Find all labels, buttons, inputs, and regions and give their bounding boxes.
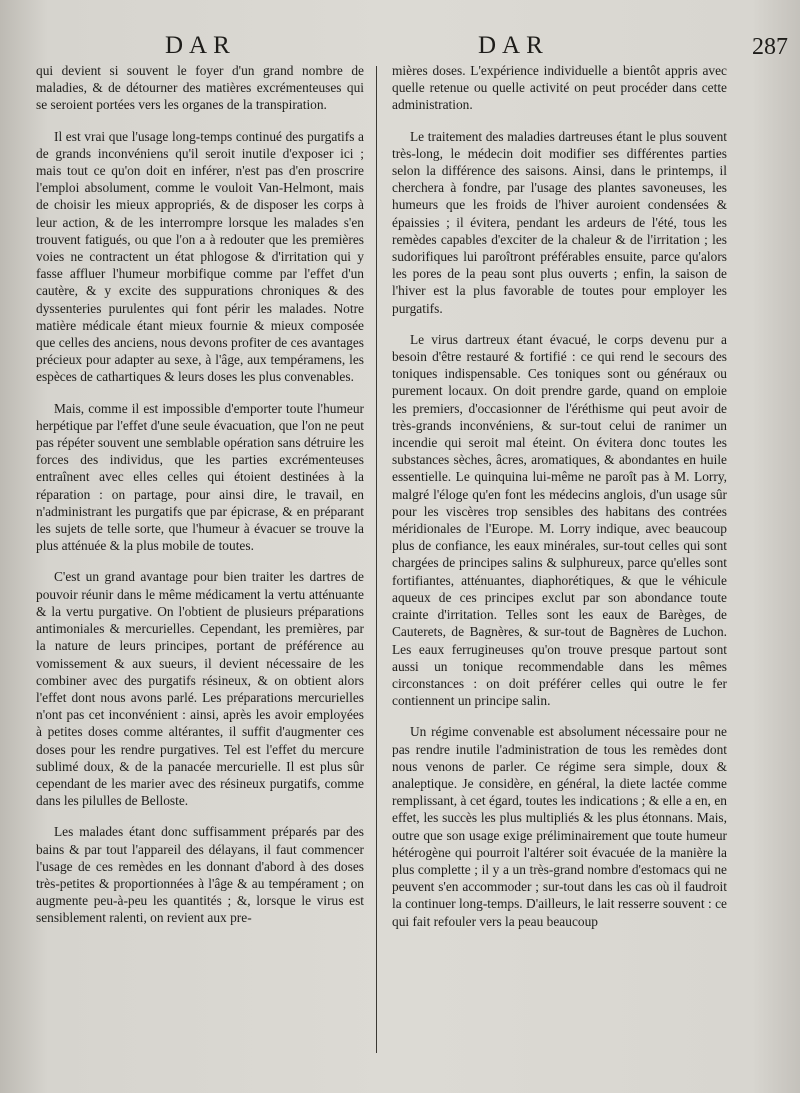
right-paragraph-4: Un régime convenable est absolument nécessaire pour ne pas rendre inutile l'administration de tous les remèdes dont nous venons de parler. Ce régime sera simple, doux & analeptique. Je considère, en général, la diete lactée comme remplissant, à cet égard, toutes les indications ; & elle a en, en effet, les succès les plus multipliés & les plus étonnans. Mais, outre que son usage exige préliminairement que toute humeur hétérogène qui pourroit l'altérer soit évacuée de la manière la plus complette ; il y a un très-grand nombre d'estomacs qui ne peuvent s'en accommoder ; sur-tout dans les cas où il faudroit la continuer long-temps. D'ailleurs, le lait resserre souvent : ce qui fait refouler vers la peau beaucoup bbox=[392, 724, 727, 929]
column-divider bbox=[376, 66, 377, 1053]
running-header bbox=[0, 24, 800, 64]
page-number: 287 bbox=[752, 34, 788, 60]
right-column bbox=[392, 62, 727, 1075]
left-paragraph-4: C'est un grand avantage pour bien traiter les dartres de pouvoir réunir dans le même médicament la vertu atténuante & la vertu purgative. On l'obtient de plusieurs préparations antimoniales & mercurielles. Cependant, les premières, par la nature de leurs principes, portant de préférence au vomissement & aux sueurs, il devient nécessaire de les combiner avec des purgatifs résineux, & on obtient alors l'effet dont nous avons parlé. Les préparations mercurielles n'ont pas cet inconvénient : ainsi, après les avoir employées à petites doses comme altérantes, il suffit d'augmenter ces doses pour les rendre purgatives. Tel est l'effet du mercure sublimé doux, & de la panacée mercurielle. Il est plus sûr cependant de les marier avec des résineux purgatifs, comme dans les pilulles de Belloste. bbox=[36, 569, 364, 809]
left-paragraph-3: Mais, comme il est impossible d'emporter toute l'humeur herpétique par l'effet d'une seule évacuation, que l'on ne peut pas répéter souvent une semblable opération sans détruire les forces des individus, que les parties excrémenteuses entraînent avec elles celles qui étoient destinées à la réparation : on partage, pour ainsi dire, le travail, en n'administrant les purgatifs que par épicrase, & en préparant les sujets de telle sorte, que l'humeur à évacuer se trouve la plus atténuée & la plus mobile de toutes. bbox=[36, 400, 364, 554]
right-paragraph-1: mières doses. L'expérience individuelle a bientôt appris avec quelle retenue ou quelle activité on peut procéder dans cette administration. bbox=[392, 63, 727, 113]
right-paragraph-2: Le traitement des maladies dartreuses étant le plus souvent très-long, le médecin doit modifier ses différentes parties selon la différence des saisons. Ainsi, dans le printemps, il cherchera à fondre, par l'usage des plantes savoneuses, les humeurs que les froids de l'hiver auroient condensées & épaissies ; il évitera, pendant les ardeurs de l'été, tous les remèdes capables d'exciter de la chaleur & de l'irritation ; les sudorifiques lui paroîtront préférables ensuite, parce qu'alors les pores de la peau sont plus ouverts ; enfin, la saison de l'hiver est la plus favorable de toutes pour employer les purgatifs. bbox=[392, 128, 727, 316]
left-paragraph-1: qui devient si souvent le foyer d'un grand nombre de maladies, & de détourner des matières excrémenteuses qui se seroient portées vers les organes de la transpiration. bbox=[36, 63, 364, 113]
left-column bbox=[36, 62, 364, 1075]
left-paragraph-5: Les malades étant donc suffisamment préparés par des bains & par tout l'appareil des délayans, il faut commencer l'usage de ces remèdes en les donnant d'abord à des doses très-petites & proportionnées à l'âge & au tempérament ; on augmente peu-à-peu les quantités ; &, lorsque le virus est sensiblement ralenti, on revient aux pre- bbox=[36, 824, 364, 926]
left-paragraph-2: Il est vrai que l'usage long-temps continué des purgatifs a de grands inconvéniens qu'il seroit inutile d'exposer ici ; mais tout ce qu'on doit en inférer, n'est pas d'en proscrire l'emploi absolument, comme le vouloit Van-Helmont, mais de choisir les mieux appropriés, & de disposer les corps à leur action, & de les interrompre lorsque les malades s'en trouvent fatigués, ou que l'on a à redouter que les premières voies ne contractent un état phlogose & d'irritation qui y fasse affluer l'humeur morbifique comme par l'effet d'un cautère, & y excite des suppurations chroniques & des dyssenteries purulentes qui font périr les malades. Notre matière médicale étant mieux fournie & mieux composée que celles des anciens, nous devons profiter de ces avantages précieux pour adapter au sexe, à l'âge, aux tempéramens, les espèces de cathartiques & leurs doses les plus convenables. bbox=[36, 128, 364, 385]
left-running-head: DAR bbox=[165, 32, 236, 59]
right-running-head: DAR bbox=[478, 32, 549, 59]
right-paragraph-3: Le virus dartreux étant évacué, le corps devenu pur a besoin d'être restauré & fortifié : ce qui rend le secours des toniques indispensable. Ces toniques sont ou généraux ou purement locaux. On doit prendre garde, quand on emploie les premiers, d'occasionner de l'éréthisme qui peut avoir de très-grands inconvéniens, & sur-tout celui de ranimer un incendie qui seroit mal éteint. On évitera donc toutes les substances sèches, âcres, aromatiques, & abondantes en huile essentielle. Le quinquina lui-même ne paroît pas à M. Lorry, malgré l'éloge qu'en font les médecins anglois, d'un usage sûr pour les viscères trop sensibles des habitans des contrées méridionales de l'Europe. M. Lorry indique, avec beaucoup plus de confiance, les eaux minérales, sur-tout celles qui sont chargées de principes salins & sulphureux, parce qu'elles sont fortifiantes, atténuantes, diaphorétiques, & que le véhicule aqueux de ces principes exclut par son abondance toute crainte d'irritation. Telles sont les eaux de Barèges, de Cauterets, de Bagnères, & sur-tout de Bagnères de Luchon. Les eaux ferrugineuses qu'on trouve presque partout sont aussi un tonique recommendable dans les mêmes circonstances : on doit préférer celles qui outre le fer contiennent un principe salin. bbox=[392, 331, 727, 709]
